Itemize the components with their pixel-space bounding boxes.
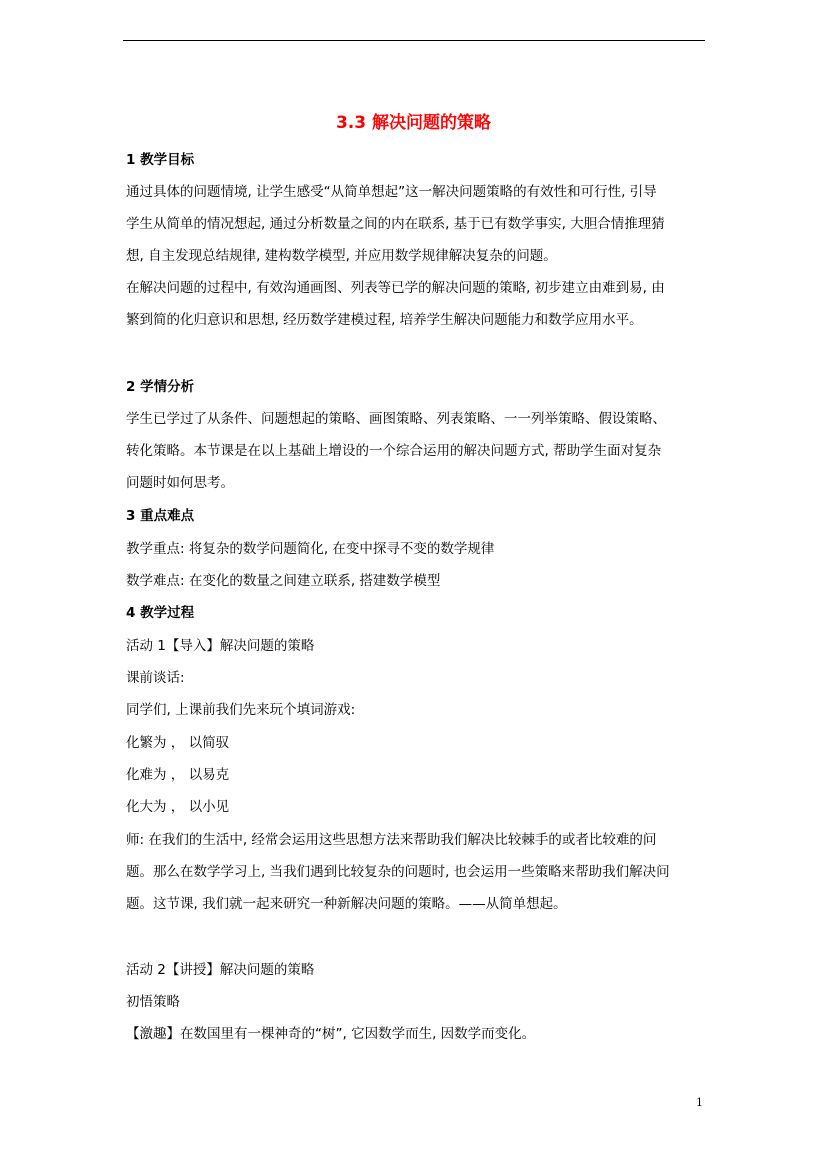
section-heading-analysis: 2 学情分析 (126, 379, 195, 395)
body-line: 繁到简的化归意识和思想, 经历数学建模过程, 培养学生解决问题能力和数学应用水平。 (126, 312, 643, 328)
section-heading-key-points: 3 重点难点 (126, 508, 195, 524)
body-line: 通过具体的问题情境, 让学生感受“从简单想起”这一解决问题策略的有效性和可行性, 引导 (126, 184, 657, 200)
section-heading-objectives: 1 教学目标 (126, 152, 195, 168)
activity-heading: 活动 2【讲授】解决问题的策略 (126, 962, 315, 978)
page-title: 3.3 解决问题的策略 (335, 113, 492, 133)
body-line: 题。那么在数学学习上, 当我们遇到比较复杂的问题时, 也会运用一些策略来帮助我们解决问 (126, 864, 670, 880)
body-line: 师: 在我们的生活中, 经常会运用这些思想方法来帮助我们解决比较棘手的或者比较难的问 (126, 832, 657, 848)
body-line: 【激趣】在数国里有一棵神奇的“树”, 它因数学而生, 因数学而变化。 (126, 1026, 536, 1042)
body-line: 教学重点: 将复杂的数学问题简化, 在变中探寻不变的数学规律 (126, 541, 495, 557)
fill-in-line: 化繁为 ， 以简驭 (126, 735, 230, 751)
body-line: 在解决问题的过程中, 有效沟通画图、列表等已学的解决问题的策略, 初步建立由难到易, 由 (126, 280, 665, 296)
body-line: 题。这节课, 我们就一起来研究一种新解决问题的策略。——从简单想起。 (126, 896, 567, 912)
page-number: 1 (696, 1096, 703, 1109)
body-line: 问题时如何思考。 (126, 475, 234, 491)
activity-heading: 活动 1【导入】解决问题的策略 (126, 638, 315, 654)
body-line: 转化策略。本节课是在以上基础上增设的一个综合运用的解决问题方式, 帮助学生面对复杂 (126, 443, 662, 459)
body-line: 想, 自主发现总结规律, 建构数学模型, 并应用数学规律解决复杂的问题。 (126, 248, 557, 264)
fill-in-line: 化难为 ， 以易克 (126, 767, 230, 783)
body-line: 学生已学过了从条件、问题想起的策略、画图策略、列表策略、一一列举策略、假设策略、 (126, 411, 666, 427)
body-line: 课前谈话: (126, 670, 185, 686)
header-rule (123, 40, 705, 41)
body-line: 初悟策略 (126, 994, 180, 1010)
body-line: 数学难点: 在变化的数量之间建立联系, 搭建数学模型 (126, 573, 441, 589)
fill-in-line: 化大为 ， 以小见 (126, 799, 230, 815)
body-line: 学生从简单的情况想起, 通过分析数量之间的内在联系, 基于已有数学事实, 大胆合情推理猜 (126, 216, 665, 232)
section-heading-process: 4 教学过程 (126, 605, 195, 621)
body-line: 同学们, 上课前我们先来玩个填词游戏: (126, 702, 356, 718)
